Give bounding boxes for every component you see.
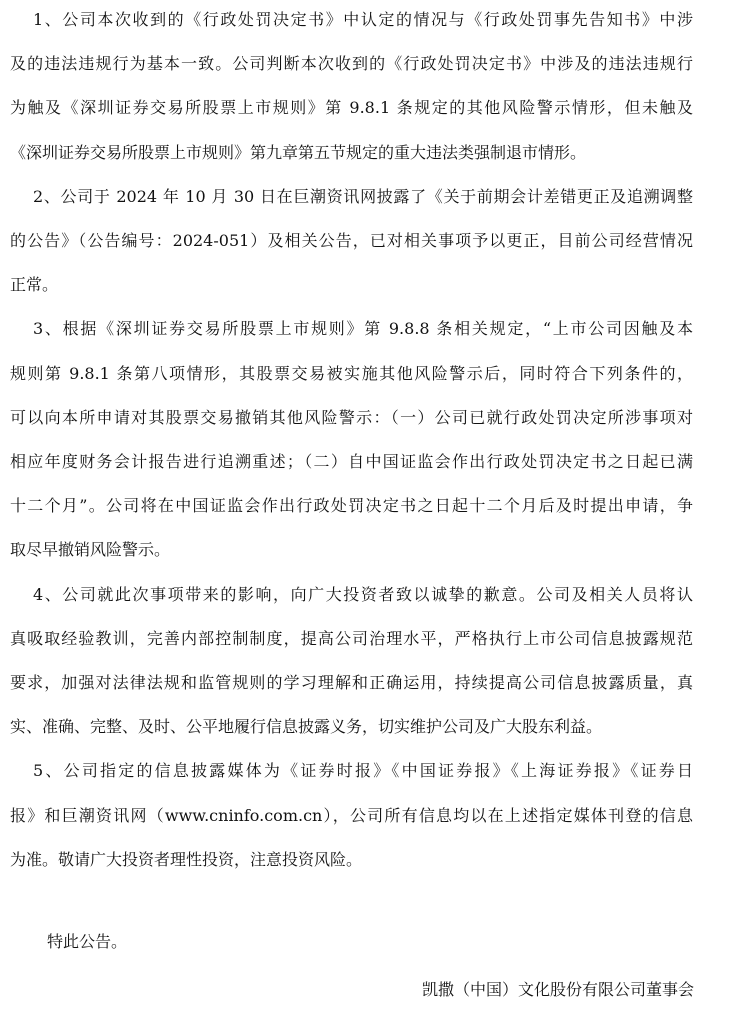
signature-board: 凯撒（中国）文化股份有限公司董事会	[421, 980, 694, 999]
paragraph-line: 十二个月”。公司将在中国证监会作出行政处罚决定书之日起十二个月后及时提出申请，争	[10, 496, 693, 516]
paragraph-line: 实、准确、完整、及时、公平地履行信息披露义务，切实维护公司及广大股东利益。	[10, 717, 603, 737]
paragraph-line: 5、公司指定的信息披露媒体为《证券时报》《中国证券报》《上海证券报》《证券日	[33, 761, 693, 781]
paragraph-line: 规则第 9.8.1 条第八项情形，其股票交易被实施其他风险警示后，同时符合下列条件的，	[10, 363, 693, 383]
paragraph-line: 真吸取经验教训，完善内部控制制度，提高公司治理水平，严格执行上市公司信息披露规范	[10, 628, 693, 648]
paragraph-line: 可以向本所申请对其股票交易撤销其他风险警示：（一）公司已就行政处罚决定所涉事项对	[10, 407, 693, 427]
paragraph-line: 《深圳证券交易所股票上市规则》第九章第五节规定的重大违法类强制退市情形。	[10, 142, 587, 162]
paragraph-line: 正常。	[10, 275, 59, 295]
paragraph-line: 4、公司就此次事项带来的影响，向广大投资者致以诚挚的歉意。公司及相关人员将认	[33, 584, 693, 604]
paragraph-line: 及的违法违规行为基本一致。公司判断本次收到的《行政处罚决定书》中涉及的违法违规行	[10, 54, 693, 74]
paragraph-line: 的公告》（公告编号：2024-051）及相关公告，已对相关事项予以更正，目前公司经营情况	[10, 231, 693, 250]
paragraph-line: 为准。敬请广大投资者理性投资，注意投资风险。	[10, 849, 363, 869]
paragraph-line: 为触及《深圳证券交易所股票上市规则》第 9.8.1 条规定的其他风险警示情形，但未触及	[10, 98, 693, 118]
paragraph-line: 取尽早撤销风险警示。	[10, 540, 171, 560]
paragraph-line: 相应年度财务会计报告进行追溯重述；（二）自中国证监会作出行政处罚决定书之日起已满	[10, 452, 693, 471]
paragraph-line: 3、根据《深圳证券交易所股票上市规则》第 9.8.8 条相关规定，“上市公司因触及本	[33, 319, 693, 339]
paragraph-line: 2、公司于 2024 年 10 月 30 日在巨潮资讯网披露了《关于前期会计差错更正及追溯调整	[33, 186, 693, 206]
paragraph-line: 报》和巨潮资讯网（www.cninfo.com.cn），公司所有信息均以在上述指定媒体刊登的信息	[10, 805, 693, 825]
paragraph-line: 要求，加强对法律法规和监管规则的学习理解和正确运用，持续提高公司信息披露质量，真	[10, 673, 693, 692]
paragraph-line: 1、公司本次收到的《行政处罚决定书》中认定的情况与《行政处罚事先告知书》中涉	[33, 10, 693, 29]
closing-text: 特此公告。	[47, 932, 128, 951]
